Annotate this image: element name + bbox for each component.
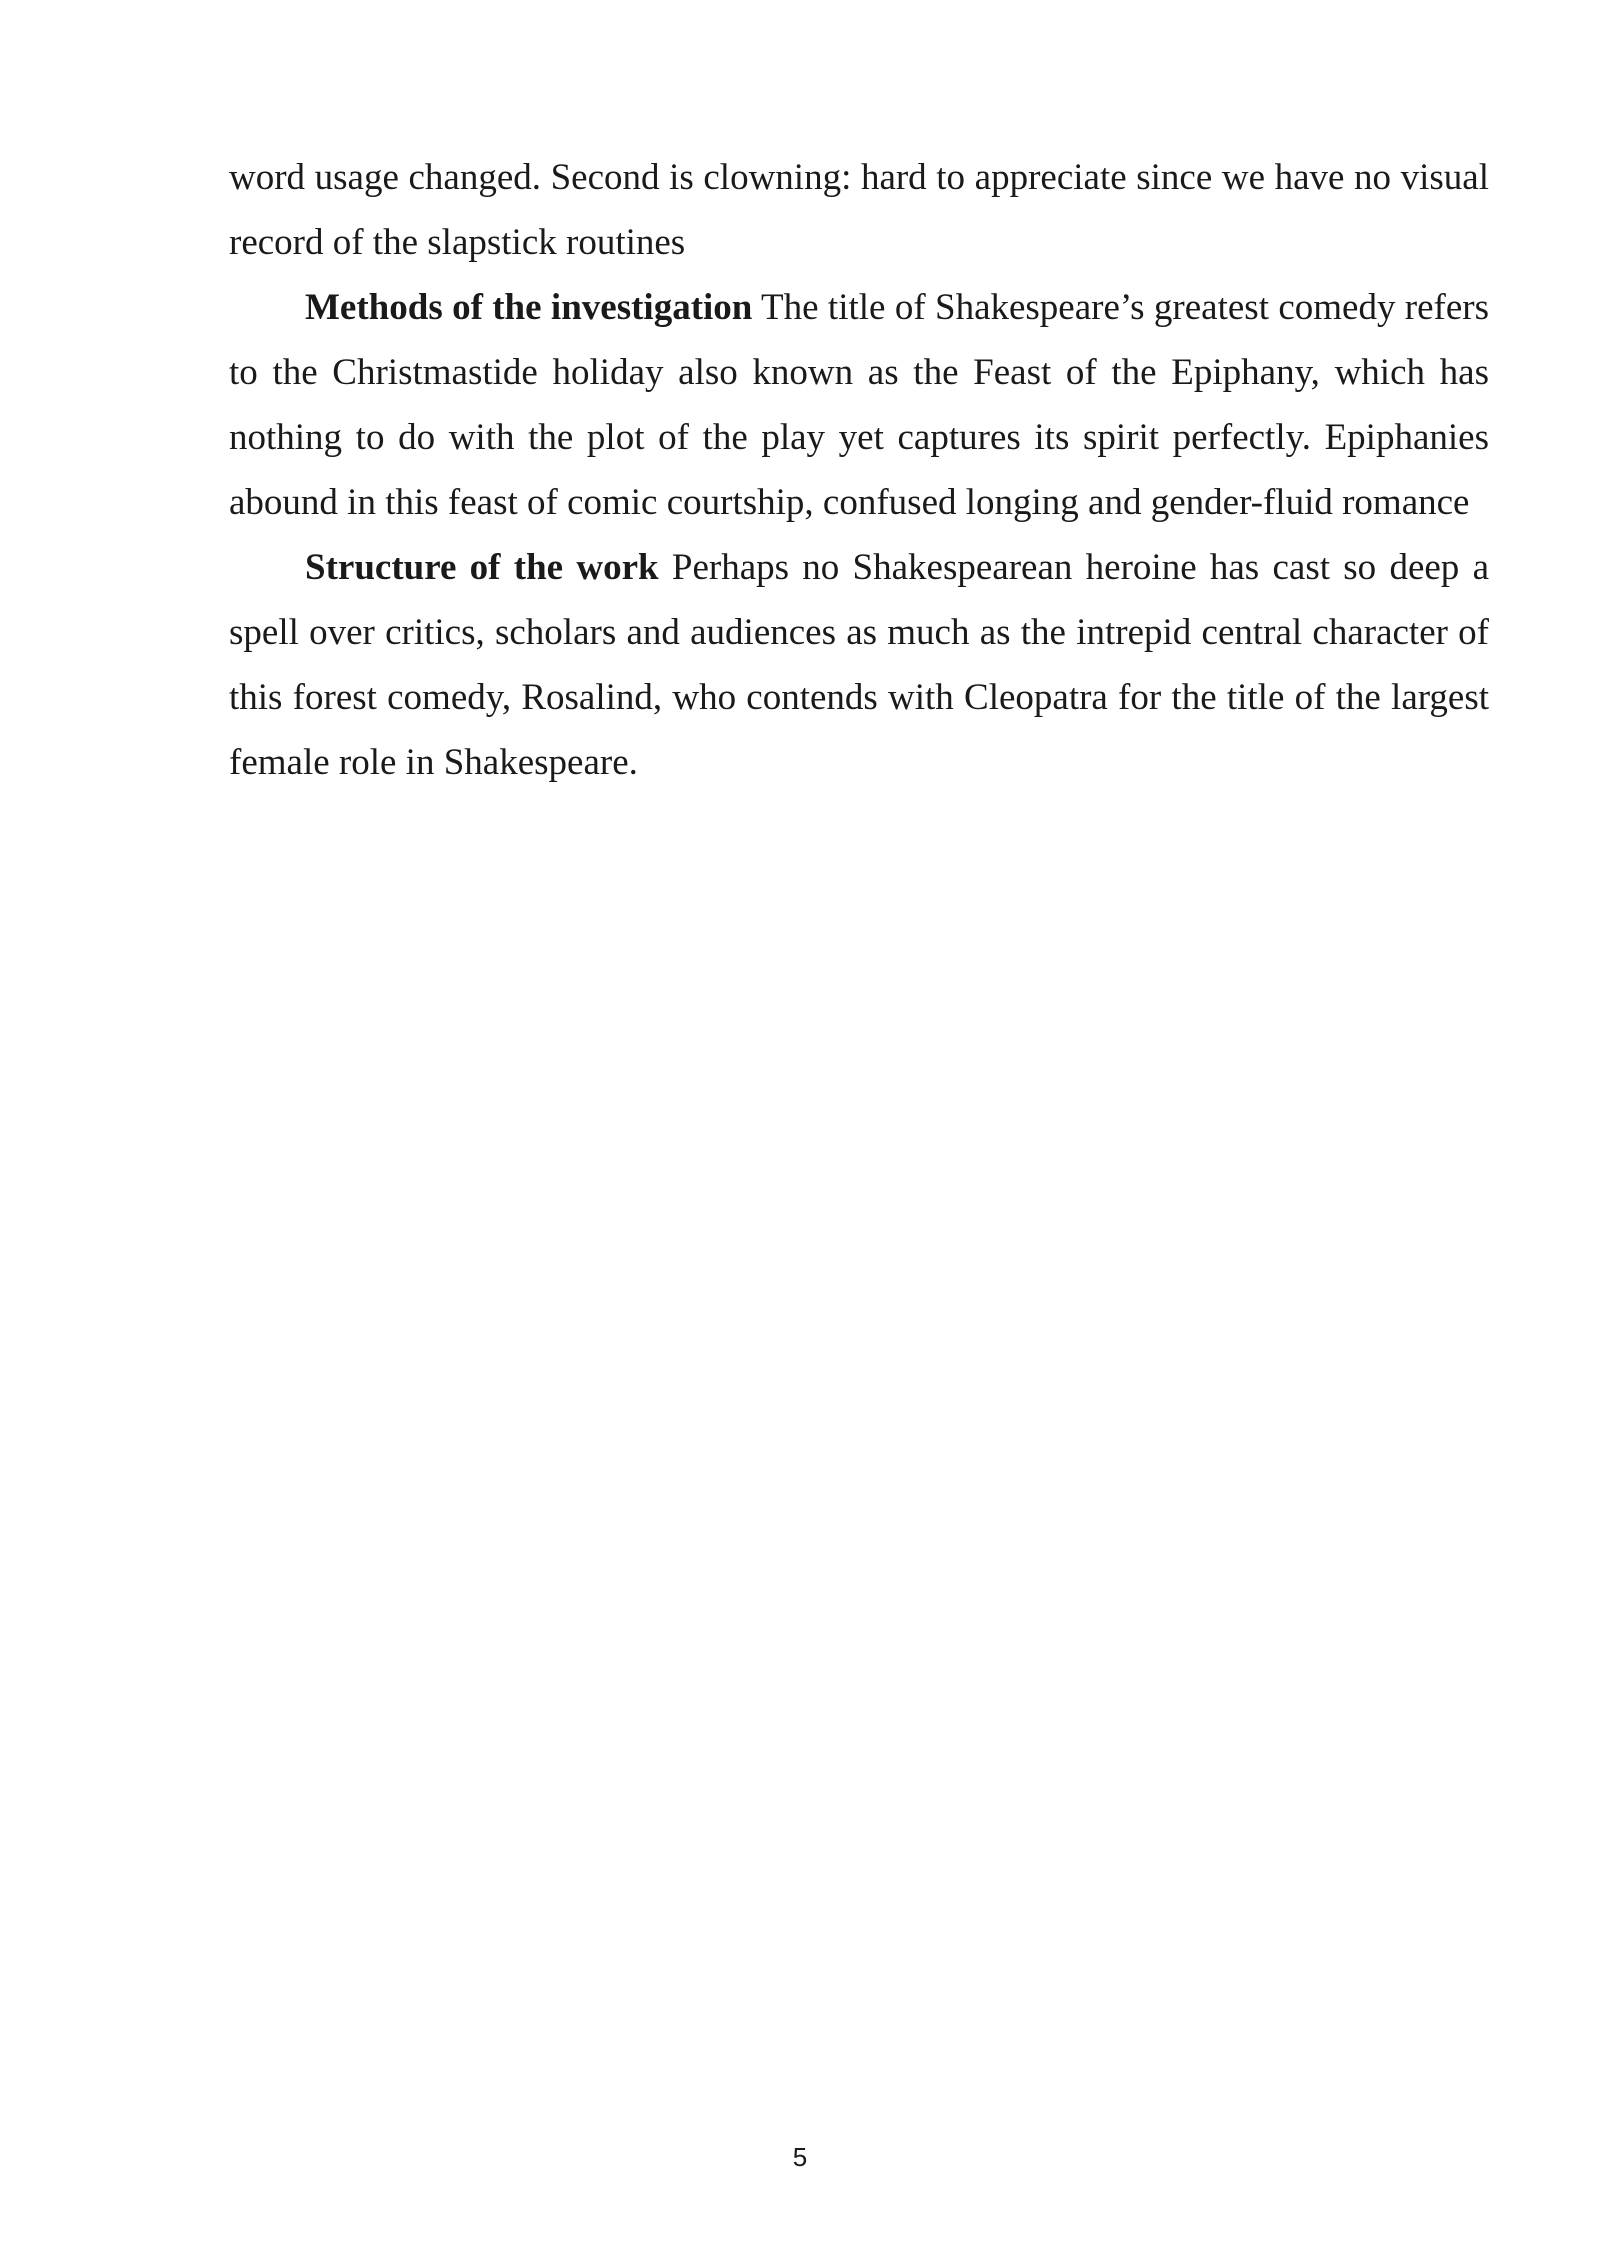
paragraph-text: word usage changed. Second is clowning: hard to appreciate since we have no visual record of the slapstick routines [229, 157, 1489, 263]
body-text [229, 145, 1489, 795]
paragraph-continuation [229, 145, 1489, 275]
section-heading-structure: Structure of the work [305, 547, 659, 588]
section-heading-methods: Methods of the investigation [305, 287, 753, 328]
paragraph-methods [229, 275, 1489, 535]
paragraph-text: The title of Shakespeare’s greatest comedy refers to the Christmastide holiday also known as the Feast of the Epiphany, which has nothing to do with the plot of the play yet captures its spirit perfectly. Epiphanies abound in this feast of comic courtship, confused longing and gender-fluid romance [229, 287, 1489, 523]
paragraph-text: Perhaps no Shakespearean heroine has cast so deep a spell over critics, scholars and audiences as much as the intrepid central character of this forest comedy, Rosalind, who contends with Cleopatra for the title of the largest female role in Shakespeare. [229, 547, 1489, 783]
paragraph-structure [229, 535, 1489, 795]
page-number: 5 [792, 2142, 808, 2172]
